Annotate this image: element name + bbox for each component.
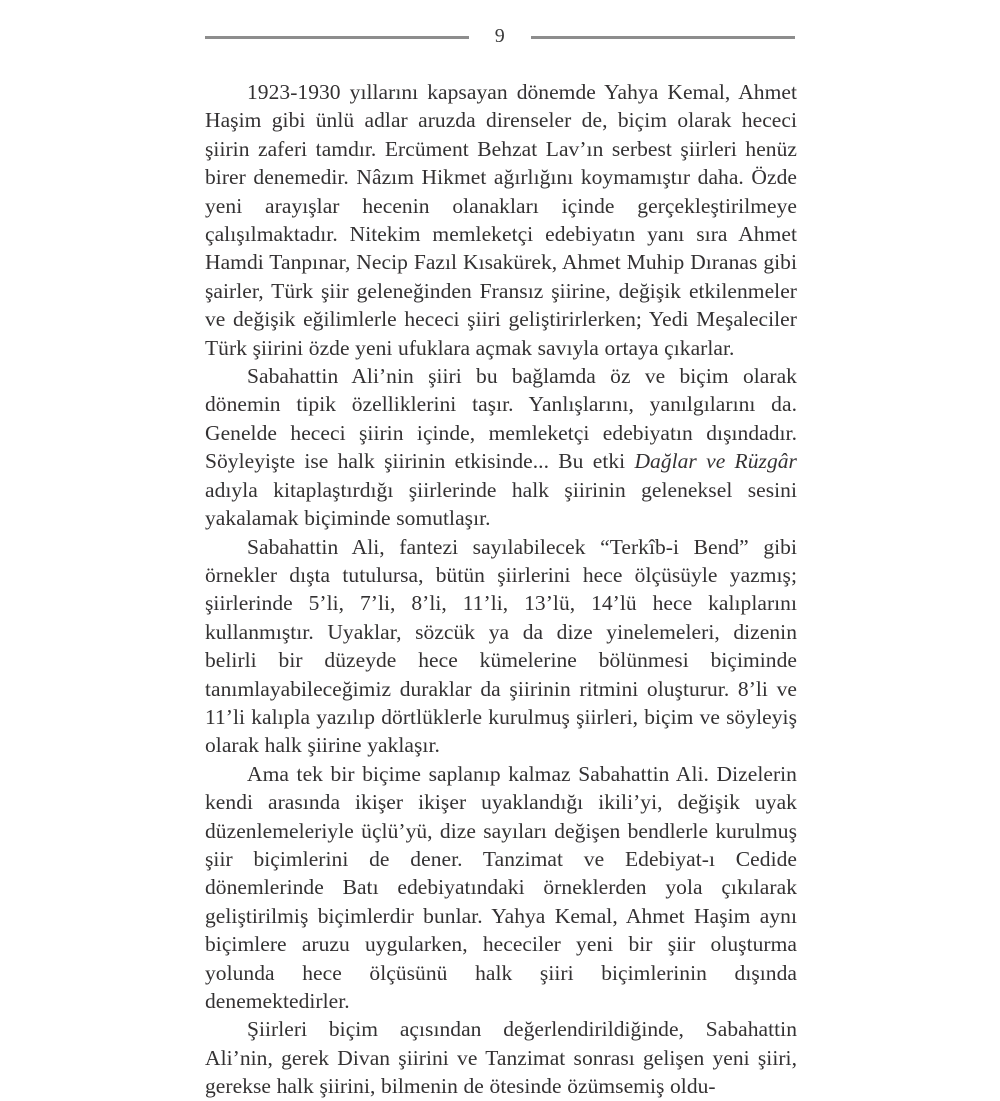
paragraph-2-text-before: Sabahattin Ali’nin şiiri bu bağlamda öz ve biçim olarak dönemin tipik özelliklerini taşır. Yanlışlarını, yanılgılarını da. Genelde hececi şiirin içinde, memleketçi edebiyatın dışındadır. Söyleyişte ise halk şiirinin etkisinde... Bu etki (205, 364, 797, 474)
paragraph-5: Şiirleri biçim açısından değerlendirildiğinde, Sabahattin Ali’nin, gerek Divan şiirini ve Tanzimat sonrası gelişen yeni şiiri, gerekse halk şiirini, bilmenin de ötesinde özümsemiş oldu- (205, 1017, 797, 1099)
running-head (205, 18, 795, 54)
header-rule-right (531, 36, 795, 39)
page-number: 9 (494, 25, 506, 47)
header-rule-left (205, 36, 469, 39)
book-title-italic: Dağlar ve Rüzgâr (634, 449, 797, 474)
paragraph-2 (205, 362, 797, 532)
paragraph-3: Sabahattin Ali, fantezi sayılabilecek “Terkîb-i Bend” gibi örnekler dışta tutulursa, bütün şiirlerini hece ölçüsüyle yazmış; şiirlerinde 5’li, 7’li, 8’li, 11’li, 13’lü, 14’lü hece kalıplarını kullanmıştır. Uyaklar, sözcük ya da dize yinelemeleri, dizenin belirli bir düzeyde hece kümelerine bölünmesi biçiminde tanımlayabileceğimiz duraklar da şiirinin ritmini oluşturur. 8’li ve 11’li kalıpla yazılıp dörtlüklerle kurulmuş şiirleri, biçim ve söyleyiş olarak halk şiirine yaklaşır. (205, 534, 797, 758)
paragraph-4: Ama tek bir biçime saplanıp kalmaz Sabahattin Ali. Dizelerin kendi arasında ikişer ikişer uyaklandığı ikili’yi, değişik uyak düzenlemeleriyle üçlü’yü, dize sayıları değişen bendlerle kurulmuş şiir biçimlerini de dener. Tanzimat ve Edebiyat-ı Cedide dönemlerinde Batı edebiyatındaki örneklerden yola çıkılarak geliştirilmiş biçimlerdir bunlar. Yahya Kemal, Ahmet Haşim aynı biçimlere aruzu uygularken, hececiler yeni bir şiir oluşturma yolunda hece ölçüsünü halk şiiri biçimlerinin dışında denemektedirler. (205, 761, 797, 1013)
paragraph-2-text-after: adıyla kitaplaştırdığı şiirlerinde halk şiirinin geleneksel sesini yakalamak biçiminde somutlaşır. (205, 477, 797, 531)
body-text (205, 78, 797, 1101)
paragraph-1: 1923-1930 yıllarını kapsayan dönemde Yahya Kemal, Ahmet Haşim gibi ünlü adlar aruzda direnseler de, biçim olarak hececi şiirin zaferi tamdır. Ercüment Behzat Lav’ın serbest şiirleri henüz birer denemedir. Nâzım Hikmet ağırlığını koymamıştır daha. Özde yeni arayışlar hecenin olanakları içinde gerçekleştirilmeye çalışılmaktadır. Nitekim memleketçi edebiyatın yanı sıra Ahmet Hamdi Tanpınar, Necip Fazıl Kısakürek, Ahmet Muhip Dıranas gibi şairler, Türk şiir geleneğinden Fransız şiirine, değişik etkilenmeler ve değişik eğilimlerle hececi şiiri geliştirirlerken; Yedi Meşaleciler Türk şiirini özde yeni ufuklara açmak savıyla ortaya çıkarlar. (205, 80, 797, 360)
